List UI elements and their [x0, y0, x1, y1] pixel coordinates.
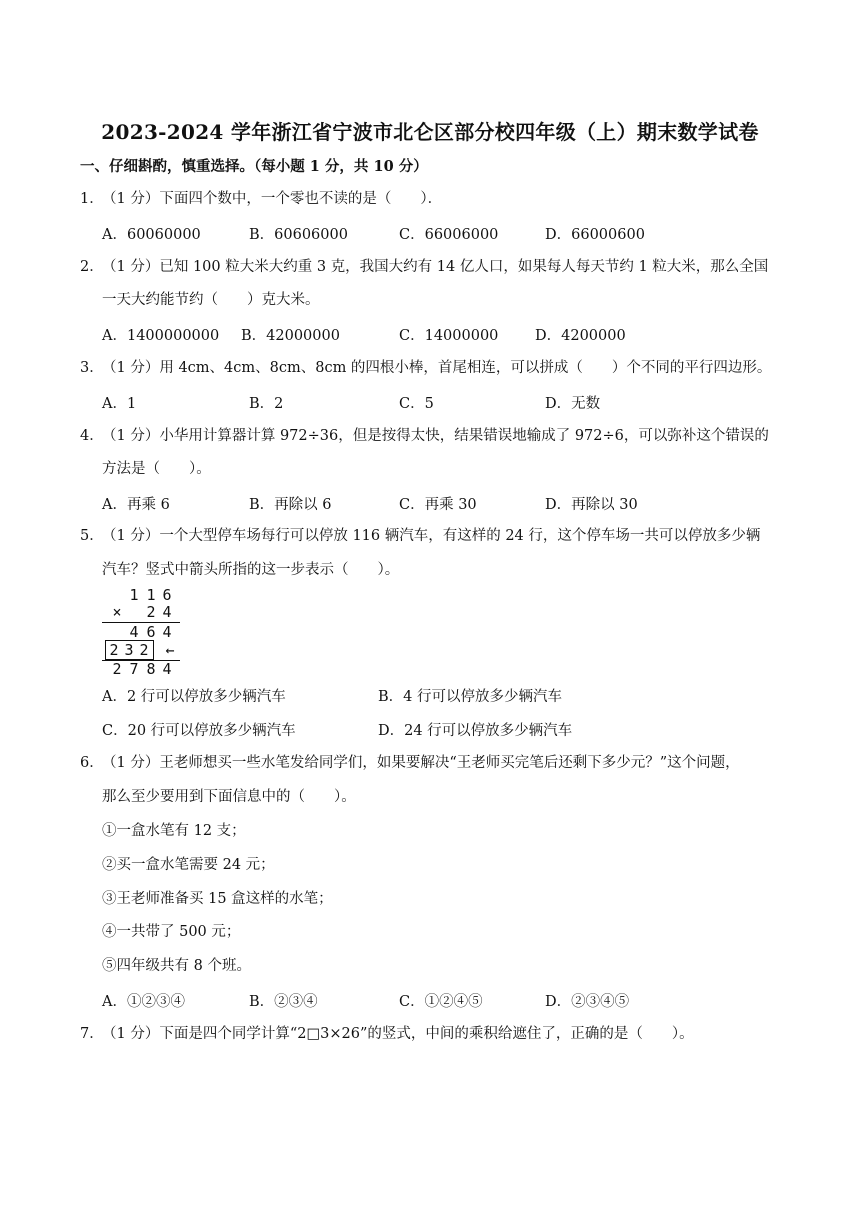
- info-item-2: ②买一盒水笔需要 24 元；: [102, 857, 275, 873]
- option-a: A．1: [102, 396, 137, 412]
- question-number: 5．: [80, 528, 104, 544]
- question-1: [80, 189, 780, 209]
- option-b: B．4 行可以停放多少辆汽车: [378, 689, 562, 705]
- question-4-options: [102, 493, 782, 513]
- option-a: A．再乘 6: [102, 497, 170, 513]
- question-5-options-row2: [102, 719, 782, 739]
- question-2: [80, 257, 780, 277]
- option-c: C．20 行可以停放多少辆汽车: [102, 723, 296, 739]
- digit: 6: [162, 586, 172, 604]
- option-b: B．2: [249, 396, 284, 412]
- option-a: A．1400000000: [102, 328, 220, 344]
- question-3-options: [102, 392, 782, 412]
- option-c: C．再乘 30: [399, 497, 477, 513]
- digit: 8: [146, 660, 156, 678]
- digit: 2: [109, 641, 119, 659]
- question-text: （1 分）王老师想买一些水笔发给同学们，如果要解决“王老师买完笔后还剩下多少元？”这个问题，: [102, 755, 740, 771]
- question-text: （1 分）小华用计算器计算 972÷36，但是按得太快，结果错误地输成了 972÷6，可以弥补这个错误的: [102, 428, 769, 444]
- page-title: 2023-2024 学年浙江省宁波市北仑区部分校四年级（上）期末数学试卷: [101, 120, 759, 144]
- question-3: [80, 358, 780, 378]
- question-6-options: [102, 990, 782, 1010]
- question-number: 4．: [80, 428, 104, 444]
- digit: 2: [112, 660, 122, 678]
- boxed-partial-product-row: [102, 641, 182, 661]
- vertical-multiplication: [102, 586, 182, 678]
- question-number: 3．: [80, 360, 104, 376]
- question-text: （1 分）已知 100 粒大米大约重 3 克，我国大约有 14 亿人口，如果每人每天节约 1 粒大米，那么全国: [102, 259, 769, 275]
- digit: 4: [162, 603, 172, 621]
- digit: 3: [124, 641, 134, 659]
- question-6-continued: 那么至少要用到下面信息中的（ ）。: [102, 789, 356, 805]
- multiplier-row: [102, 603, 182, 623]
- option-d: D．再除以 30: [545, 497, 638, 513]
- digit: 6: [146, 623, 156, 641]
- digit: 4: [162, 660, 172, 678]
- question-text: （1 分）下面是四个同学计算“2□3×26”的竖式，中间的乘积给遮住了，正确的是（ ）。: [102, 1026, 694, 1042]
- question-7: [80, 1024, 780, 1044]
- question-5-options-row1: [102, 685, 782, 705]
- digit: 4: [129, 623, 139, 641]
- option-d: D．66000600: [545, 227, 645, 243]
- question-text: （1 分）一个大型停车场每行可以停放 116 辆汽车，有这样的 24 行，这个停车场一共可以停放多少辆: [102, 528, 761, 544]
- option-c: C．14000000: [399, 328, 499, 344]
- option-d: D．24 行可以停放多少辆汽车: [378, 723, 573, 739]
- option-a: A．2 行可以停放多少辆汽车: [102, 689, 286, 705]
- question-text: （1 分）下面四个数中，一个零也不读的是（ ）．: [102, 191, 443, 207]
- question-5: [80, 526, 780, 546]
- option-b: B．②③④: [249, 994, 318, 1010]
- times-sign: ×: [112, 603, 122, 621]
- question-text: （1 分）用 4cm、4cm、8cm、8cm 的四根小棒，首尾相连，可以拼成（ ）个不同的平行四边形。: [102, 360, 772, 376]
- question-6: [80, 753, 780, 773]
- option-d: D．②③④⑤: [545, 994, 630, 1010]
- option-a: A．60060000: [102, 227, 201, 243]
- question-2-options: [102, 324, 782, 344]
- digit: 4: [162, 623, 172, 641]
- arrow-left-icon: ←: [165, 641, 175, 659]
- digit: 2: [139, 641, 149, 659]
- option-d: D．无数: [545, 396, 601, 412]
- option-b: B．42000000: [241, 328, 340, 344]
- info-item-1: ①一盒水笔有 12 支；: [102, 823, 246, 839]
- digit: 1: [129, 586, 139, 604]
- digit: 2: [146, 603, 156, 621]
- question-number: 7．: [80, 1026, 104, 1042]
- option-c: C．66006000: [399, 227, 499, 243]
- digit: 7: [129, 660, 139, 678]
- digit: 1: [146, 586, 156, 604]
- product-row: [102, 660, 182, 680]
- option-d: D．4200000: [535, 328, 626, 344]
- question-number: 2．: [80, 259, 104, 275]
- info-item-3: ③王老师准备买 15 盒这样的水笔；: [102, 891, 333, 907]
- option-a: A．①②③④: [102, 994, 185, 1010]
- option-b: B．再除以 6: [249, 497, 332, 513]
- option-b: B．60606000: [249, 227, 348, 243]
- question-1-options: [102, 223, 782, 243]
- option-c: C．5: [399, 396, 434, 412]
- option-c: C．①②④⑤: [399, 994, 483, 1010]
- section-heading: 一、仔细斟酌，慎重选择。（每小题 1 分，共 10 分）: [80, 158, 428, 175]
- info-item-4: ④一共带了 500 元；: [102, 924, 241, 940]
- question-4-continued: 方法是（ ）。: [102, 461, 211, 477]
- question-number: 6．: [80, 755, 104, 771]
- question-5-continued: 汽车？竖式中箭头所指的这一步表示（ ）。: [102, 562, 400, 578]
- question-4: [80, 426, 780, 446]
- question-2-continued: 一天大约能节约（ ）克大米。: [102, 292, 320, 308]
- info-item-5: ⑤四年级共有 8 个班。: [102, 958, 251, 974]
- question-number: 1．: [80, 191, 104, 207]
